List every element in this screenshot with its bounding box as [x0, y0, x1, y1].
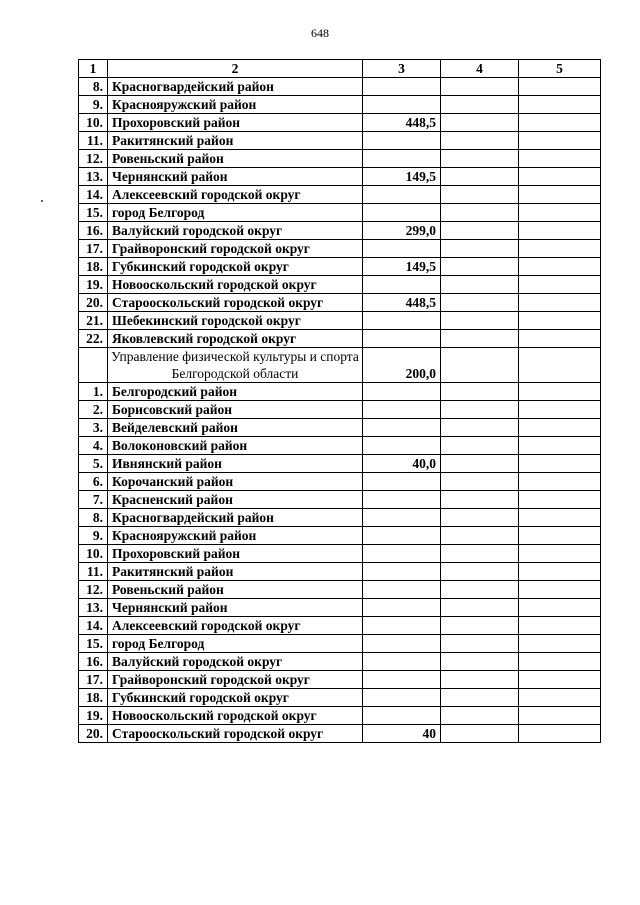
district-name: Ровеньский район: [108, 150, 363, 168]
district-name: Краснояружский район: [108, 96, 363, 114]
column-4-cell: [441, 383, 519, 401]
district-name: Чернянский район: [108, 168, 363, 186]
amount-cell: 149,5: [363, 258, 441, 276]
district-name: Корочанский район: [108, 473, 363, 491]
row-number: 11.: [79, 132, 108, 150]
column-5-cell: [519, 312, 601, 330]
amount-cell: [363, 78, 441, 96]
amount-cell: [363, 240, 441, 258]
column-5-cell: [519, 563, 601, 581]
table-row: [79, 725, 601, 743]
table-row: [79, 437, 601, 455]
table-row: [79, 240, 601, 258]
header-cell: 3: [363, 60, 441, 78]
column-4-cell: [441, 348, 519, 383]
row-number: 9.: [79, 527, 108, 545]
column-4-cell: [441, 725, 519, 743]
column-4-cell: [441, 240, 519, 258]
row-number: 16.: [79, 653, 108, 671]
amount-cell: [363, 563, 441, 581]
column-5-cell: [519, 545, 601, 563]
column-4-cell: [441, 491, 519, 509]
column-5-cell: [519, 707, 601, 725]
column-5-cell: [519, 383, 601, 401]
amount-cell: [363, 132, 441, 150]
amount-cell: [363, 419, 441, 437]
table-row: [79, 635, 601, 653]
column-4-cell: [441, 258, 519, 276]
amount-cell: [363, 599, 441, 617]
column-5-cell: [519, 509, 601, 527]
district-name: Волоконовский район: [108, 437, 363, 455]
amount-cell: [363, 635, 441, 653]
column-5-cell: [519, 150, 601, 168]
district-name: Краснояружский район: [108, 527, 363, 545]
column-4-cell: [441, 204, 519, 222]
column-5-cell: [519, 725, 601, 743]
row-number: 6.: [79, 473, 108, 491]
row-number: 15.: [79, 635, 108, 653]
amount-cell: 40: [363, 725, 441, 743]
amount-cell: [363, 545, 441, 563]
table-row: [79, 276, 601, 294]
row-number: 13.: [79, 168, 108, 186]
column-5-cell: [519, 276, 601, 294]
amount-cell: [363, 204, 441, 222]
table-row: [79, 563, 601, 581]
district-name: Яковлевский городской округ: [108, 330, 363, 348]
column-5-cell: [519, 689, 601, 707]
amount-cell: [363, 581, 441, 599]
amount-cell: [363, 312, 441, 330]
column-5-cell: [519, 240, 601, 258]
table-row: [79, 132, 601, 150]
column-5-cell: [519, 581, 601, 599]
column-4-cell: [441, 635, 519, 653]
column-4-cell: [441, 312, 519, 330]
table-row: [79, 455, 601, 473]
district-name: Прохоровский район: [108, 545, 363, 563]
table-row: [79, 294, 601, 312]
district-name: Белгородский район: [108, 383, 363, 401]
section-row: [79, 348, 601, 383]
column-4-cell: [441, 509, 519, 527]
column-5-cell: [519, 168, 601, 186]
row-number: 10.: [79, 114, 108, 132]
table-row: [79, 671, 601, 689]
table-row: [79, 383, 601, 401]
row-number: 19.: [79, 707, 108, 725]
table-row: [79, 78, 601, 96]
amount-cell: [363, 473, 441, 491]
table-row: [79, 599, 601, 617]
district-name: Ивнянский район: [108, 455, 363, 473]
column-5-cell: [519, 653, 601, 671]
row-number: 19.: [79, 276, 108, 294]
row-number: 17.: [79, 671, 108, 689]
column-5-cell: [519, 294, 601, 312]
row-number: 12.: [79, 150, 108, 168]
row-number: 12.: [79, 581, 108, 599]
row-number: 21.: [79, 312, 108, 330]
row-number: 18.: [79, 689, 108, 707]
amount-cell: [363, 437, 441, 455]
amount-cell: 448,5: [363, 114, 441, 132]
amount-cell: [363, 276, 441, 294]
column-4-cell: [441, 276, 519, 294]
district-name: Красногвардейский район: [108, 78, 363, 96]
column-5-cell: [519, 599, 601, 617]
amount-cell: 149,5: [363, 168, 441, 186]
row-number: 8.: [79, 509, 108, 527]
row-number: 13.: [79, 599, 108, 617]
amount-cell: [363, 617, 441, 635]
row-number: 14.: [79, 617, 108, 635]
section-title: Управление физической культуры и спорта Белгородской области: [108, 348, 363, 383]
header-cell: 4: [441, 60, 519, 78]
table-row: [79, 419, 601, 437]
column-5-cell: [519, 222, 601, 240]
column-4-cell: [441, 132, 519, 150]
column-4-cell: [441, 401, 519, 419]
amount-cell: [363, 330, 441, 348]
column-5-cell: [519, 401, 601, 419]
amount-cell: 448,5: [363, 294, 441, 312]
row-number: 11.: [79, 563, 108, 581]
column-5-cell: [519, 78, 601, 96]
district-name: Грайворонский городской округ: [108, 240, 363, 258]
table-row: [79, 509, 601, 527]
amount-cell: [363, 491, 441, 509]
district-name: Вейделевский район: [108, 419, 363, 437]
row-number: 7.: [79, 491, 108, 509]
table-row: [79, 330, 601, 348]
column-4-cell: [441, 473, 519, 491]
district-name: Красногвардейский район: [108, 509, 363, 527]
district-name: Валуйский городской округ: [108, 653, 363, 671]
district-name: Старооскольский городской округ: [108, 725, 363, 743]
column-4-cell: [441, 653, 519, 671]
table-body: [79, 60, 601, 743]
row-number: 22.: [79, 330, 108, 348]
header-cell: 5: [519, 60, 601, 78]
district-name: город Белгород: [108, 635, 363, 653]
column-4-cell: [441, 437, 519, 455]
district-name: Валуйский городской округ: [108, 222, 363, 240]
column-4-cell: [441, 330, 519, 348]
amount-cell: [363, 186, 441, 204]
column-5-cell: [519, 671, 601, 689]
district-name: Алексеевский городской округ: [108, 186, 363, 204]
row-number: 16.: [79, 222, 108, 240]
table-row: [79, 527, 601, 545]
district-name: Губкинский городской округ: [108, 689, 363, 707]
data-table: [78, 59, 601, 743]
district-name: Новооскольский городской округ: [108, 276, 363, 294]
page-number: 648: [311, 26, 329, 40]
column-5-cell: [519, 330, 601, 348]
row-number: 5.: [79, 455, 108, 473]
row-number: 10.: [79, 545, 108, 563]
table-row: [79, 150, 601, 168]
table-row: [79, 491, 601, 509]
row-number: 4.: [79, 437, 108, 455]
column-5-cell: [519, 204, 601, 222]
header-cell: 1: [79, 60, 108, 78]
column-4-cell: [441, 689, 519, 707]
district-name: Ракитянский район: [108, 132, 363, 150]
row-number: 1.: [79, 383, 108, 401]
column-5-cell: [519, 635, 601, 653]
column-5-cell: [519, 258, 601, 276]
column-4-cell: [441, 150, 519, 168]
amount-cell: 200,0: [363, 348, 441, 383]
district-name: Ровеньский район: [108, 581, 363, 599]
column-4-cell: [441, 707, 519, 725]
column-5-cell: [519, 114, 601, 132]
row-number: 18.: [79, 258, 108, 276]
empty-cell: [79, 348, 108, 383]
column-5-cell: [519, 455, 601, 473]
column-4-cell: [441, 455, 519, 473]
row-number: 14.: [79, 186, 108, 204]
column-4-cell: [441, 527, 519, 545]
table-row: [79, 222, 601, 240]
district-name: Старооскольский городской округ: [108, 294, 363, 312]
scan-speck: [41, 200, 43, 202]
column-4-cell: [441, 168, 519, 186]
column-4-cell: [441, 563, 519, 581]
table-row: [79, 653, 601, 671]
table-row: [79, 689, 601, 707]
column-4-cell: [441, 186, 519, 204]
table-row: [79, 168, 601, 186]
row-number: 8.: [79, 78, 108, 96]
column-5-cell: [519, 491, 601, 509]
column-4-cell: [441, 78, 519, 96]
row-number: 15.: [79, 204, 108, 222]
column-4-cell: [441, 599, 519, 617]
column-4-cell: [441, 114, 519, 132]
district-name: Прохоровский район: [108, 114, 363, 132]
column-5-cell: [519, 419, 601, 437]
amount-cell: [363, 707, 441, 725]
table-header-row: [79, 60, 601, 78]
table-row: [79, 401, 601, 419]
district-name: Красненский район: [108, 491, 363, 509]
table-row: [79, 617, 601, 635]
column-5-cell: [519, 96, 601, 114]
row-number: 17.: [79, 240, 108, 258]
column-4-cell: [441, 581, 519, 599]
table-row: [79, 473, 601, 491]
district-name: Борисовский район: [108, 401, 363, 419]
amount-cell: [363, 671, 441, 689]
column-4-cell: [441, 671, 519, 689]
row-number: 2.: [79, 401, 108, 419]
column-5-cell: [519, 348, 601, 383]
column-4-cell: [441, 222, 519, 240]
row-number: 20.: [79, 725, 108, 743]
amount-cell: [363, 96, 441, 114]
column-5-cell: [519, 437, 601, 455]
district-name: Ракитянский район: [108, 563, 363, 581]
table-row: [79, 312, 601, 330]
column-5-cell: [519, 527, 601, 545]
column-4-cell: [441, 545, 519, 563]
amount-cell: [363, 401, 441, 419]
district-name: Новооскольский городской округ: [108, 707, 363, 725]
table-row: [79, 186, 601, 204]
header-cell: 2: [108, 60, 363, 78]
amount-cell: [363, 509, 441, 527]
table-row: [79, 581, 601, 599]
column-5-cell: [519, 617, 601, 635]
column-4-cell: [441, 294, 519, 312]
row-number: 20.: [79, 294, 108, 312]
table-row: [79, 707, 601, 725]
amount-cell: [363, 150, 441, 168]
column-4-cell: [441, 96, 519, 114]
table-row: [79, 204, 601, 222]
amount-cell: [363, 527, 441, 545]
district-name: Губкинский городской округ: [108, 258, 363, 276]
column-4-cell: [441, 419, 519, 437]
amount-cell: 299,0: [363, 222, 441, 240]
amount-cell: [363, 689, 441, 707]
amount-cell: [363, 383, 441, 401]
row-number: 9.: [79, 96, 108, 114]
table-row: [79, 258, 601, 276]
district-name: Шебекинский городской округ: [108, 312, 363, 330]
column-5-cell: [519, 132, 601, 150]
district-name: город Белгород: [108, 204, 363, 222]
column-4-cell: [441, 617, 519, 635]
column-5-cell: [519, 186, 601, 204]
amount-cell: 40,0: [363, 455, 441, 473]
row-number: 3.: [79, 419, 108, 437]
column-5-cell: [519, 473, 601, 491]
table-row: [79, 114, 601, 132]
district-name: Грайворонский городской округ: [108, 671, 363, 689]
table-row: [79, 545, 601, 563]
table-row: [79, 96, 601, 114]
amount-cell: [363, 653, 441, 671]
district-name: Чернянский район: [108, 599, 363, 617]
district-name: Алексеевский городской округ: [108, 617, 363, 635]
